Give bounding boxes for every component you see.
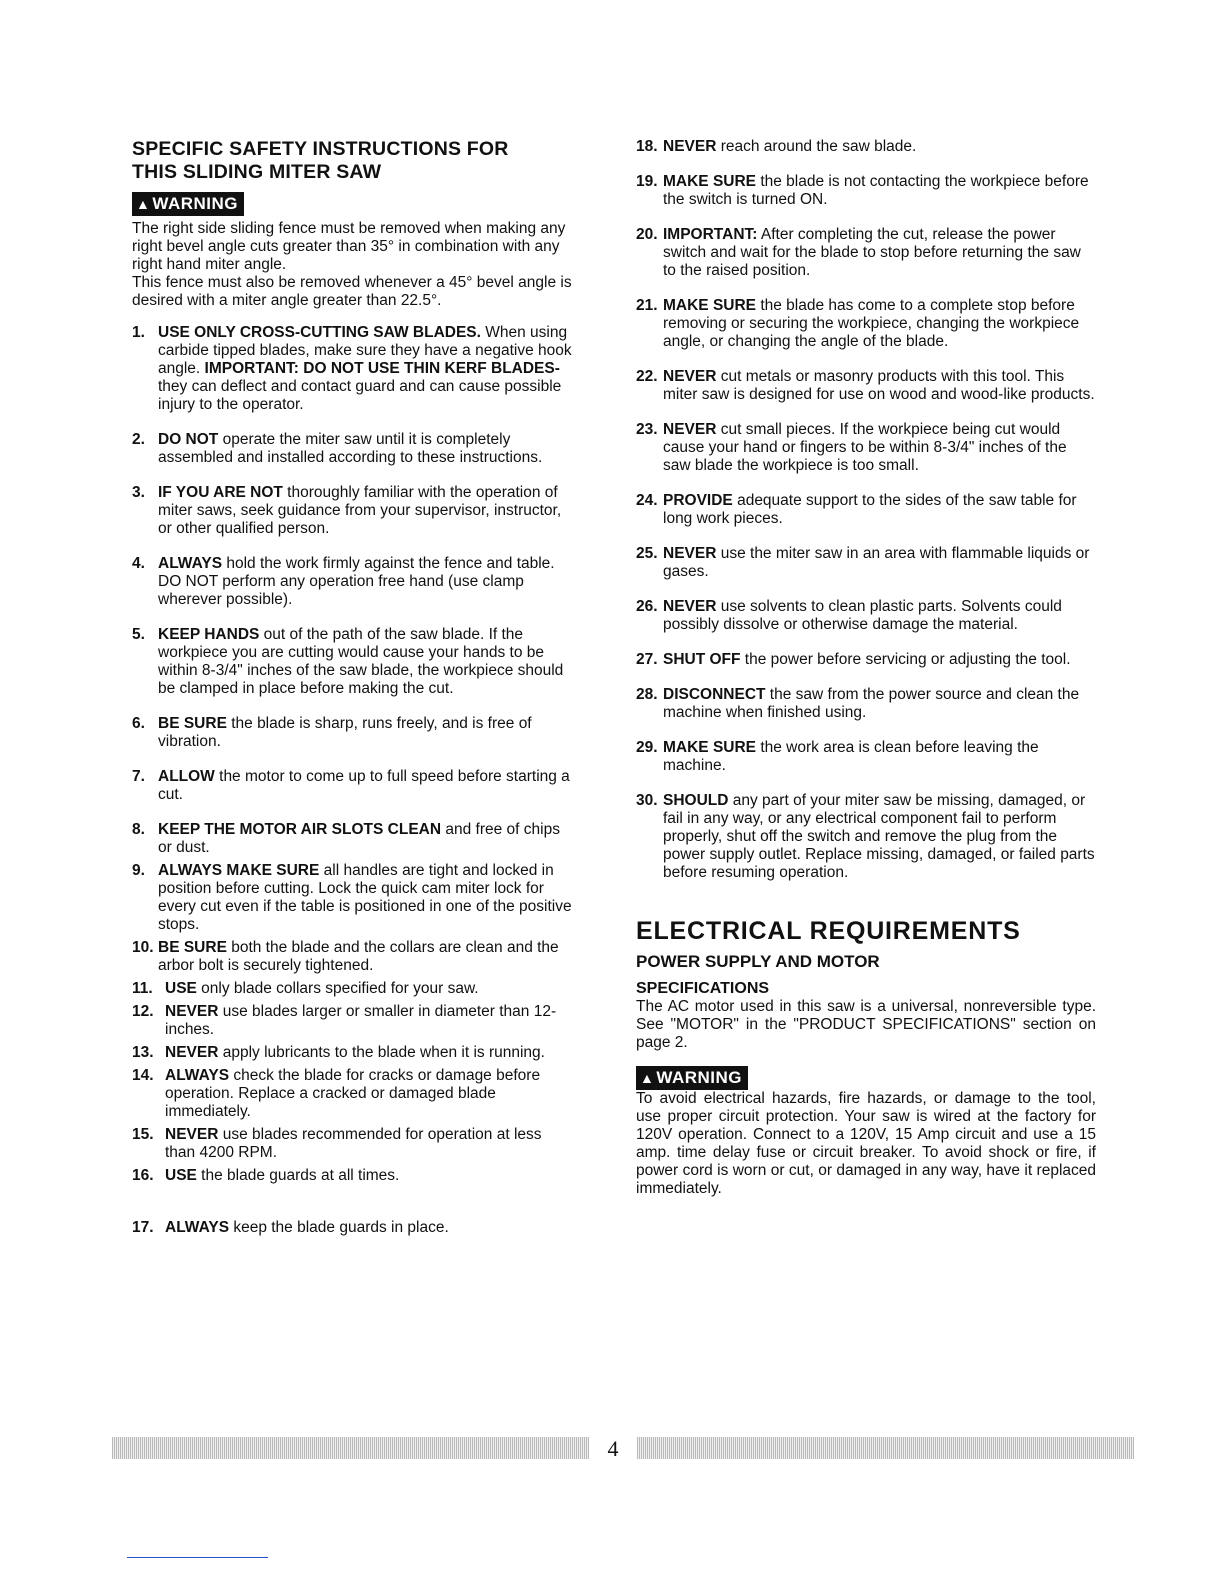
- footer-bar-left: [112, 1437, 589, 1459]
- electrical-requirements-heading: ELECTRICAL REQUIREMENTS: [636, 917, 1021, 945]
- list-item: 20. IMPORTANT: After completing the cut, release the power switch and wait for the blade to stop before returning the saw to the raised position.: [636, 226, 1081, 279]
- electrical-warning-paragraph: To avoid electrical hazards, fire hazards, or damage to the tool, use proper circuit protection. Your saw is wired at the factory for 120V operation. Connect to a 120V, 15 Amp circuit and use a 15 amp. time delay fuse or circuit breaker. To avoid shock or fire, if power cord is worn or cut, or damaged in any way, have it replaced immediately.: [636, 1090, 1096, 1197]
- section-heading: [132, 138, 574, 184]
- safety-list-right: [636, 138, 1096, 882]
- power-supply-subheading: POWER SUPPLY AND MOTOR: [636, 952, 880, 971]
- list-item: 17. ALWAYS keep the blade guards in place.: [132, 1219, 449, 1236]
- list-item: 8. KEEP THE MOTOR AIR SLOTS CLEAN and free of chips or dust.: [132, 821, 560, 856]
- right-column: [636, 138, 1096, 1198]
- list-item: 21. MAKE SURE the blade has come to a complete stop before removing or securing the workpiece, changing the workpiece angle, or changing the angle of the blade.: [636, 297, 1080, 350]
- page-number: 4: [607, 1436, 619, 1461]
- footer-bar-right: [637, 1437, 1134, 1459]
- heading-line-2: THIS SLIDING MITER SAW: [132, 161, 382, 183]
- bottom-rule: [127, 1557, 268, 1558]
- list-item: 19. MAKE SURE the blade is not contacting the workpiece before the switch is turned ON.: [636, 173, 1089, 208]
- list-item: 10. BE SURE both the blade and the collars are clean and the arbor bolt is securely tightened.: [132, 939, 559, 974]
- list-item: 18. NEVER reach around the saw blade.: [636, 138, 917, 155]
- list-item: 1. USE ONLY CROSS-CUTTING SAW BLADES. When using carbide tipped blades, make sure they have a negative hook angle. IMPORTANT: DO NOT USE THIN KERF BLADES- they can deflect and contact guard and can cause possible injury to the operator.: [132, 324, 572, 413]
- list-item: 28. DISCONNECT the saw from the power source and clean the machine when finished using.: [636, 686, 1080, 721]
- warning-badge: [636, 1066, 748, 1090]
- warning-label: WARNING: [656, 1068, 743, 1087]
- list-item: 12. NEVER use blades larger or smaller in diameter than 12-inches.: [132, 1003, 557, 1038]
- warning-label: WARNING: [152, 194, 239, 213]
- list-item: 25. NEVER use the miter saw in an area with flammable liquids or gases.: [636, 545, 1090, 580]
- list-item: 13. NEVER apply lubricants to the blade when it is running.: [132, 1044, 545, 1061]
- list-item: 16. USE the blade guards at all times.: [132, 1167, 400, 1184]
- list-item: 2. DO NOT operate the miter saw until it is completely assembled and installed according to these instructions.: [132, 431, 543, 466]
- list-item: 4. ALWAYS hold the work firmly against the fence and table. DO NOT perform any operation free hand (use clamp wherever possible).: [132, 555, 555, 608]
- list-item: 24. PROVIDE adequate support to the sides of the saw table for long work pieces.: [636, 492, 1077, 527]
- warning-triangle-icon: ▲: [136, 196, 151, 212]
- warning-paragraph-2: This fence must also be removed whenever a 45° bevel angle is desired with a miter angle greater than 22.5°.: [132, 274, 572, 309]
- list-item: 3. IF YOU ARE NOT thoroughly familiar with the operation of miter saws, seek guidance from your supervisor, instructor, or other qualified person.: [132, 484, 562, 537]
- heading-line-1: SPECIFIC SAFETY INSTRUCTIONS FOR: [132, 138, 509, 160]
- warning-paragraph-1: The right side sliding fence must be removed when making any right bevel angle cuts greater than 35° in combination with any right hand miter angle.: [132, 220, 566, 273]
- warning-badge: [132, 192, 244, 216]
- warning-triangle-icon: ▲: [640, 1070, 655, 1086]
- list-item: 9. ALWAYS MAKE SURE all handles are tight and locked in position before cutting. Lock the quick cam miter lock for every cut even if the table is positioned in one of the positive stops.: [132, 862, 572, 933]
- list-item: 22. NEVER cut metals or masonry products with this tool. This miter saw is designed for use on wood and wood-like products.: [636, 368, 1095, 403]
- list-item: 7. ALLOW the motor to come up to full speed before starting a cut.: [132, 768, 570, 803]
- list-item: 29. MAKE SURE the work area is clean before leaving the machine.: [636, 739, 1039, 774]
- left-column: [132, 138, 574, 1237]
- list-item: 30. SHOULD any part of your miter saw be missing, damaged, or fail in any way, or any electrical component fail to perform properly, shut off the switch and remove the plug from the power supply outlet. Replace missing, damaged, or failed parts before resuming operation.: [636, 792, 1095, 881]
- list-item: 11. USE only blade collars specified for your saw.: [132, 980, 479, 997]
- safety-list-left: [132, 324, 574, 1237]
- list-item: 23. NEVER cut small pieces. If the workpiece being cut would cause your hand or fingers to be within 8-3/4" inches of the saw blade the workpiece is too small.: [636, 421, 1067, 474]
- electrical-paragraph: The AC motor used in this saw is a universal, nonreversible type. See "MOTOR" in the "PRODUCT SPECIFICATIONS" section on page 2.: [636, 998, 1096, 1051]
- specifications-subheading: SPECIFICATIONS: [636, 980, 770, 997]
- list-item: 15. NEVER use blades recommended for operation at less than 4200 RPM.: [132, 1126, 542, 1161]
- list-item: 14. ALWAYS check the blade for cracks or damage before operation. Replace a cracked or damaged blade immediately.: [132, 1067, 541, 1120]
- list-item: 26. NEVER use solvents to clean plastic parts. Solvents could possibly dissolve or otherwise damage the material.: [636, 598, 1062, 633]
- list-item: 6. BE SURE the blade is sharp, runs freely, and is free of vibration.: [132, 715, 532, 750]
- list-item: 27. SHUT OFF the power before servicing or adjusting the tool.: [636, 651, 1071, 668]
- list-item: 5. KEEP HANDS out of the path of the saw blade. If the workpiece you are cutting would cause your hands to be within 8-3/4" inches of the saw blade, the workpiece should be clamped in place before making the cut.: [132, 626, 564, 697]
